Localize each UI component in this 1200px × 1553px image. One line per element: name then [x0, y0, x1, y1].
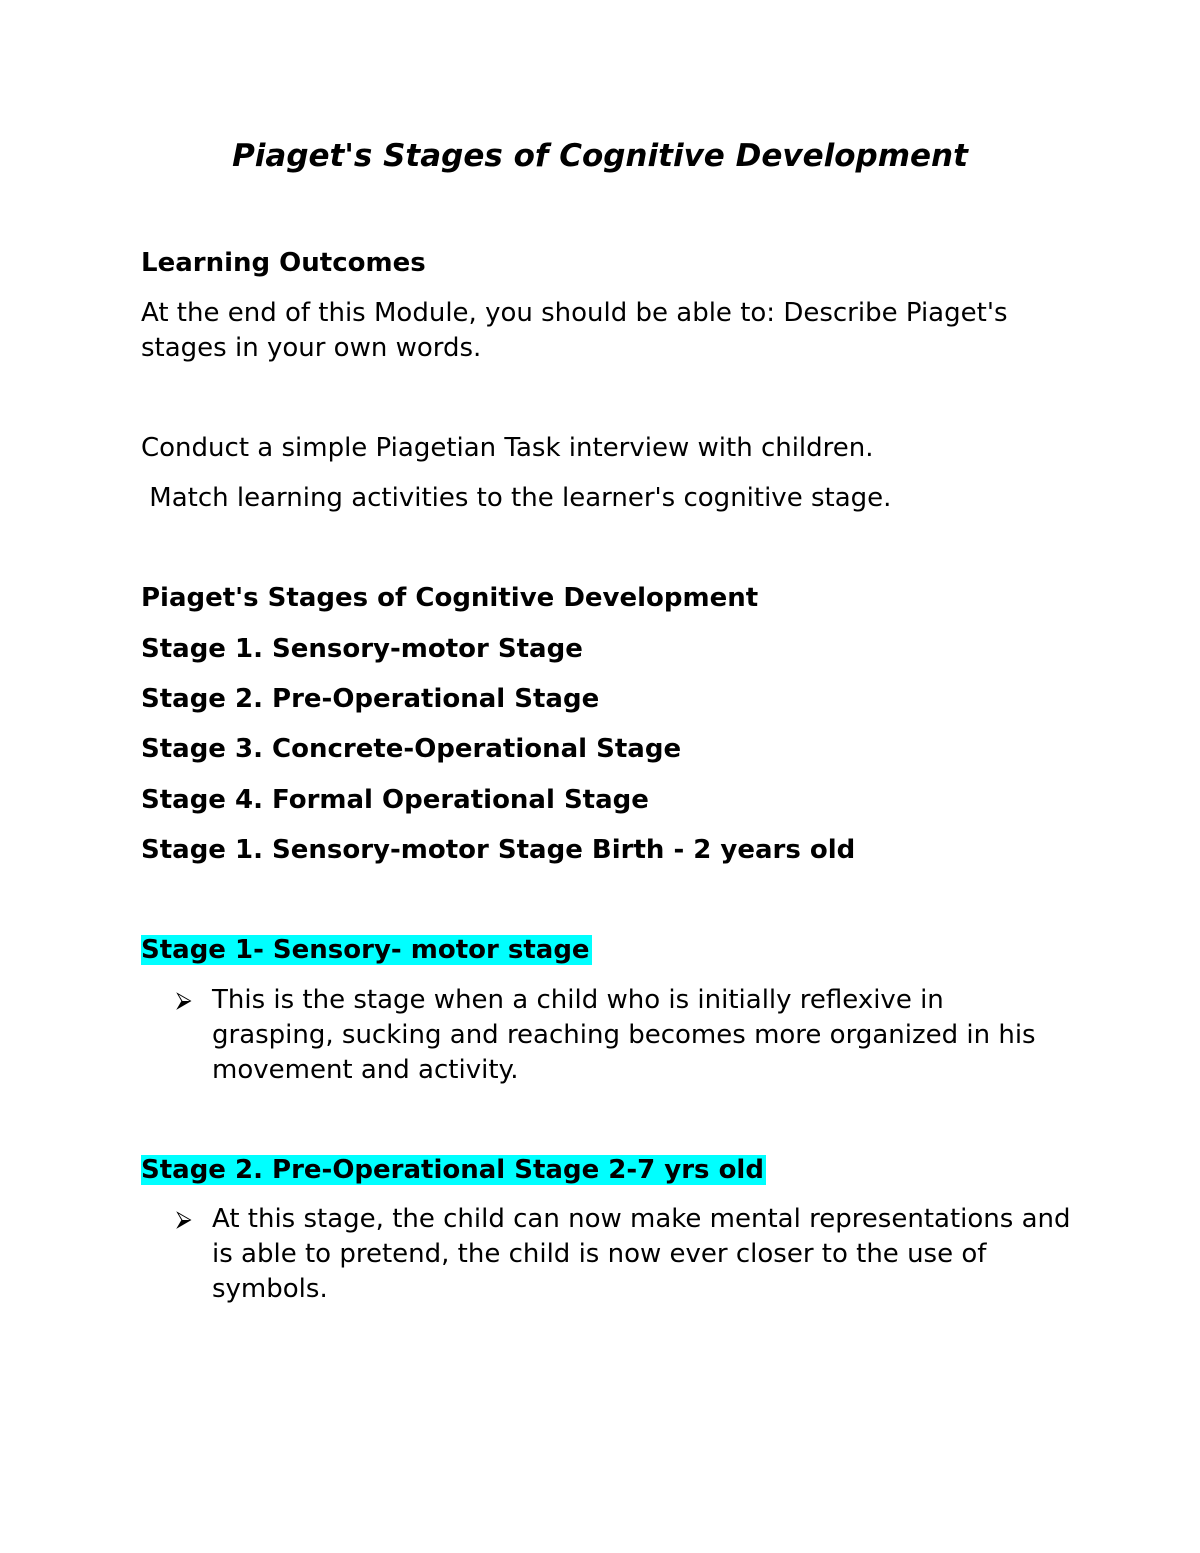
stage-list-item: Stage 1. Sensory-motor Stage Birth - 2 years old [141, 835, 856, 865]
bullet-text: At this stage, the child can now make mental representations and is able to pretend, the child is now ever closer to the use of symbols. [212, 1204, 1071, 1304]
arrowhead-bullet-icon: ⮚ [176, 1207, 192, 1232]
stages-overview-heading: Piaget's Stages of Cognitive Development [141, 583, 759, 613]
document-title: Piaget's Stages of Cognitive Development [232, 138, 968, 174]
stage-list-item: Stage 2. Pre-Operational Stage [141, 684, 600, 714]
section-heading-stage-2 [141, 1152, 766, 1188]
learning-outcome-paragraph: Conduct a simple Piagetian Task interview with children. [141, 433, 874, 463]
highlighted-heading-text: Stage 2. Pre-Operational Stage 2-7 yrs old [141, 1155, 764, 1185]
stage-list-item: Stage 4. Formal Operational Stage [141, 785, 649, 815]
highlighted-heading-text: Stage 1- Sensory- motor stage [141, 935, 590, 965]
stage-list-item: Stage 3. Concrete-Operational Stage [141, 734, 682, 764]
learning-outcome-paragraph: Match learning activities to the learner's cognitive stage. [141, 483, 892, 513]
section-heading-stage-1 [141, 932, 592, 968]
arrowhead-bullet-icon: ⮚ [176, 988, 192, 1013]
learning-outcomes-heading: Learning Outcomes [141, 248, 426, 278]
stage-list-item: Stage 1. Sensory-motor Stage [141, 634, 583, 664]
bullet-text: This is the stage when a child who is initially reflexive in grasping, sucking and reaching becomes more organized in his movement and activity. [212, 985, 1036, 1085]
learning-outcome-paragraph: At the end of this Module, you should be able to: Describe Piaget's stages in your own words. [141, 298, 1008, 363]
